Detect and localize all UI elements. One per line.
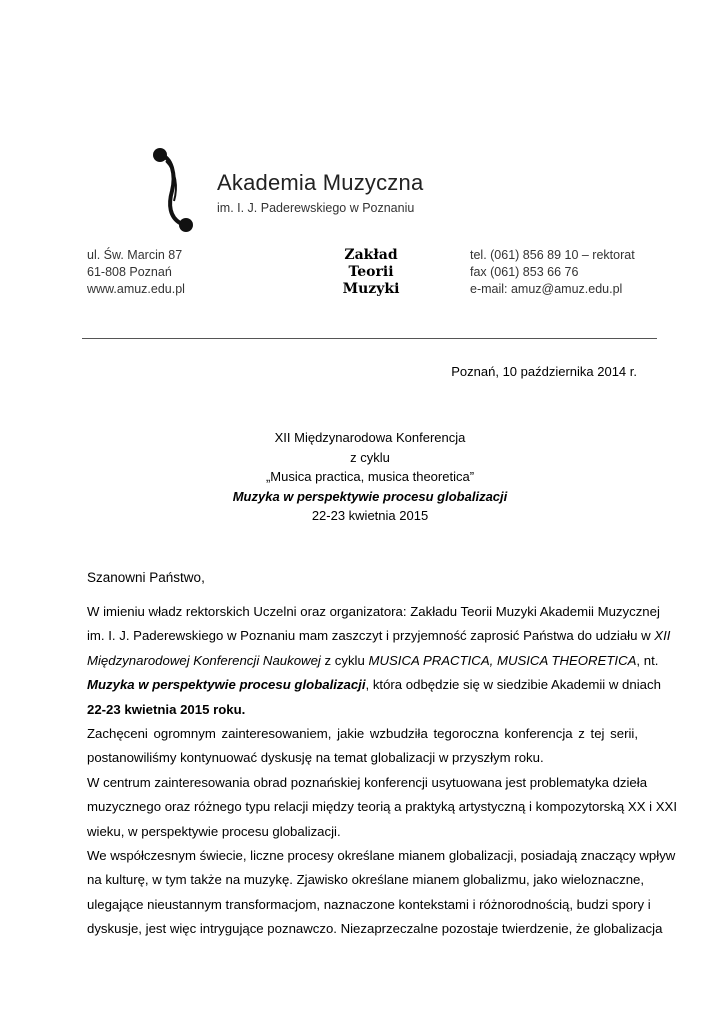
body-line: wieku, w perspektywie procesu globalizacji. <box>87 823 341 839</box>
body-line: ulegające nieustannym transformacjom, naznaczone kontekstami i różnorodnością, budzi spory i <box>87 896 651 912</box>
body-line: postanowiliśmy kontynuować dyskusję na temat globalizacji w przyszłym roku. <box>87 750 544 766</box>
body-text-italic: XII <box>654 628 671 644</box>
department-line: Teorii <box>348 264 394 280</box>
header-divider <box>82 338 657 339</box>
contact-phone: tel. (061) 856 89 10 – rektorat <box>470 248 635 262</box>
body-text-italic: Międzynarodowej Konferencji Naukowej <box>87 652 321 668</box>
address-website: www.amuz.edu.pl <box>87 282 185 296</box>
body-line: W imieniu władz rektorskich Uczelni oraz organizatora: Zakładu Teorii Muzyki Akademii Muzycznej <box>87 604 660 619</box>
f-hole-logo-icon <box>146 145 202 235</box>
conference-dates: 22-23 kwietnia 2015 <box>311 508 429 523</box>
date-line: Poznań, 10 października 2014 r. <box>451 364 637 379</box>
address-block <box>87 247 185 298</box>
institution-name: Akademia Muzyczna <box>217 170 424 195</box>
greeting: Szanowni Państwo, <box>87 570 205 585</box>
contact-fax: fax (061) 853 66 76 <box>470 265 579 279</box>
body-line: 22-23 kwietnia 2015 roku. <box>87 701 246 717</box>
conference-line: z cyklu <box>350 449 390 465</box>
letter-body <box>87 600 678 941</box>
body-line <box>87 673 661 697</box>
body-line: na kulturę, w tym także na muzykę. Zjawisko określane mianem globalizmu, jako wieloznaczne, <box>87 872 645 888</box>
body-line: Zachęceni ogromnym zainteresowaniem, jakie wzbudziła tegoroczna konferencja z tej serii, <box>87 725 638 741</box>
body-text: im. I. J. Paderewskiego w Poznaniu mam zaszczyt i przyjemność zaprosić Państwa do udziału w <box>87 628 651 644</box>
contact-block <box>470 247 635 298</box>
body-text: , nt. <box>636 652 659 668</box>
body-text-italic: MUSICA PRACTICA, MUSICA THEORETICA <box>368 652 637 668</box>
department-line: Muzyki <box>342 281 400 297</box>
body-line <box>87 649 659 673</box>
institution-subtitle: im. I. J. Paderewskiego w Poznaniu <box>217 201 415 215</box>
conference-line: „Musica practica, musica theoretica” <box>265 469 475 484</box>
body-line: muzycznego oraz różnego typu relacji między teorią a praktyką artystyczną i kompozytorską XX i XXI <box>87 799 678 815</box>
body-line: dyskusje, jest więc intrygujące poznawczo. Niezaprzeczalne pozostaje twierdzenie, że globalizacja <box>87 921 663 937</box>
body-text: z cyklu <box>320 652 369 668</box>
conference-heading <box>100 428 640 526</box>
department-block <box>325 247 417 298</box>
conference-title: Muzyka w perspektywie procesu globalizacji <box>232 488 508 504</box>
address-city: 61-808 Poznań <box>87 265 172 279</box>
contact-email: e-mail: amuz@amuz.edu.pl <box>470 282 623 296</box>
body-line <box>87 624 671 648</box>
address-street: ul. Św. Marcin 87 <box>87 248 183 262</box>
body-line: W centrum zainteresowania obrad poznańskiej konferencji usytuowana jest problematyka dzieła <box>87 774 648 790</box>
conference-line: XII Międzynarodowa Konferencja <box>274 430 466 445</box>
body-line: We współczesnym świecie, liczne procesy określane mianem globalizacji, posiadają znaczący wpływ <box>87 847 676 863</box>
body-text-bold-italic: Muzyka w perspektywie procesu globalizacji <box>87 677 366 693</box>
body-text: , która odbędzie się w siedzibie Akademii w dniach <box>365 677 661 693</box>
department-line: Zakład <box>344 247 398 263</box>
